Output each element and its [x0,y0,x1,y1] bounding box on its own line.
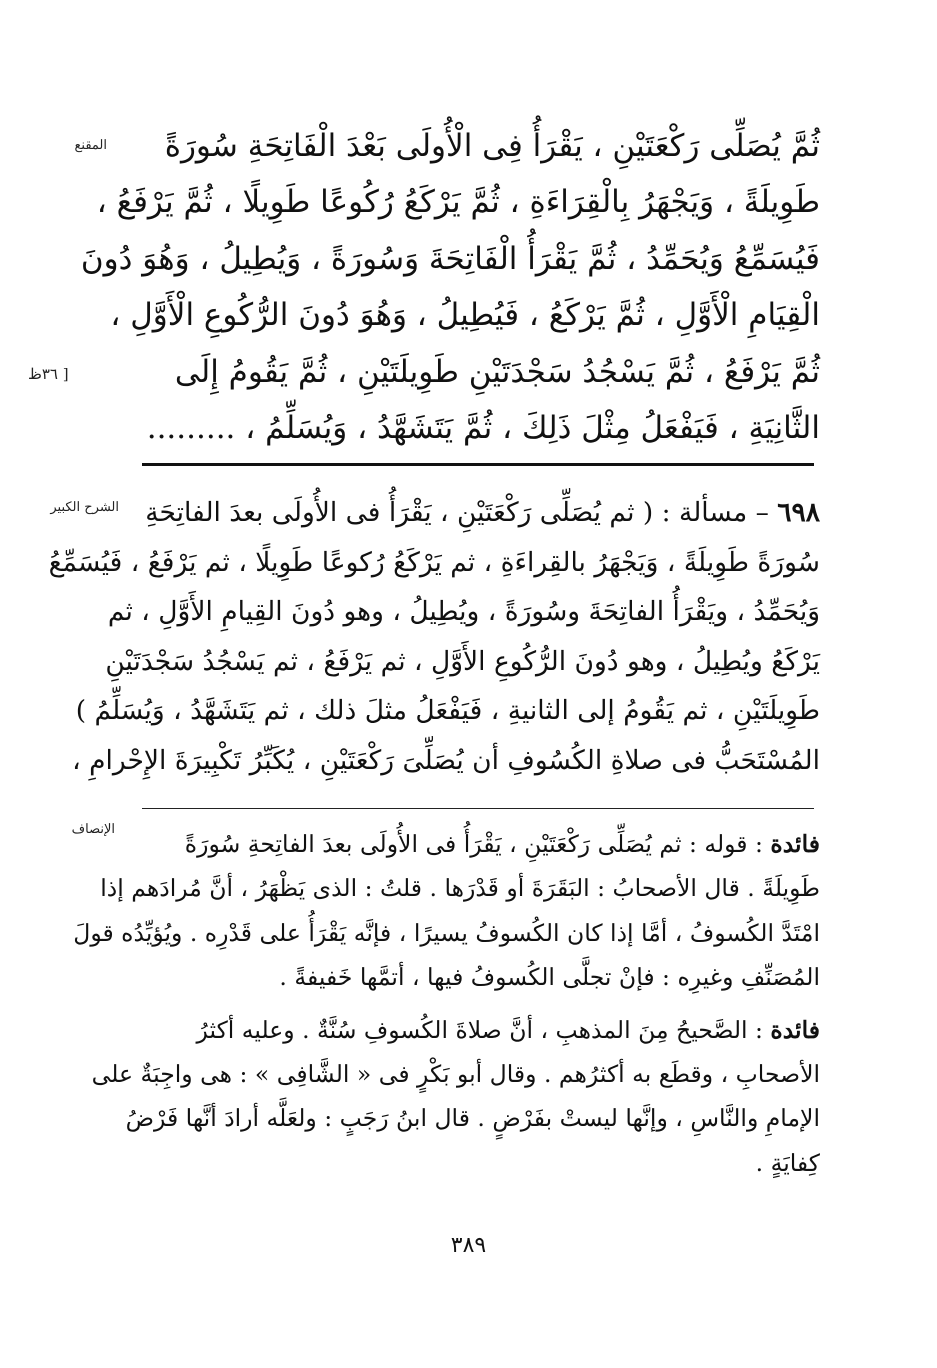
mughni-line: الثَّانِيَةِ ، فَيَفْعَلُ مِثْلَ ذَلِكَ ، ثُمَّ يَتَشَهَّدُ ، وَيُسَلِّمُ ، ......... [146,409,820,446]
mughni-line: ثُمَّ يَرْفَعُ ، ثُمَّ يَسْجُدُ سَجْدَتَيْنِ طَوِيلَتَيْنِ ، ثُمَّ يَقُومُ إِلَى [174,353,820,390]
sharh-line: سُورَةً طَوِيلَةً ، وَيَجْهَرُ بالقِراءَةِ ، ثم يَرْكَعُ رُكوعًا طَوِيلًا ، ثم يَرْفَعُ ، فَيُسَمِّعُ [48,546,820,578]
section-label-mughni: المقنع [74,138,107,153]
insaf-line: امْتَدَّ الكُسوفُ ، أمَّا إذا كان الكُسوفُ يسيرًا ، فإنَّه يَقْرَأُ على قَدْرِه . ويُؤيِّدُه قولَ [73,918,820,947]
folio-mark: [ ٣٦ظ [28,365,69,383]
sharh-line: يَرْكَعُ ويُطِيلُ ، وهو دُونَ الرُّكُوعِ الأَوَّلِ ، ثم يَرْفَعُ ، ثم يَسْجُدُ سَجْدَتَيْنِ [105,645,820,677]
section-divider-thick [142,463,814,466]
insaf-line: طَوِيلَةً . قال الأصحابُ : البَقَرَةَ أو قَدْرَها . قلتُ : الذى يَظْهَرُ ، أنَّ مُرادَهم إذا [100,874,820,903]
insaf-line: كِفايَةٍ . [755,1148,820,1177]
insaf-line-text: : الصَّحيحُ مِنَ المذهبِ ، أنَّ صلاةَ الكُسوفِ سُنَّةٌ . وعليه أكثرُ [196,1015,763,1044]
section-label-insaf: الإنصاف [71,822,115,837]
section-divider-thin [142,808,814,809]
issue-number: ٦٩٨ [777,497,820,528]
mughni-line: ثُمَّ يُصَلِّى رَكْعَتَيْنِ ، يَقْرَأُ فِى الْأُولَى بَعْدَ الْفَاتِحَةِ سُورَةً [164,128,820,164]
mughni-line: الْقِيَامِ الْأَوَّلِ ، ثُمَّ يَرْكَعُ ، فَيُطِيلُ ، وَهُوَ دُونَ الرُّكُوعِ الْأَوَّلِ ، [110,297,820,334]
sharh-line-text: – مسألة : ( ثم يُصَلِّى رَكْعَتَيْنِ ، يَقْرَأُ فى الأُولَى بعدَ الفاتِحَةِ [145,497,769,528]
sharh-line: المُسْتَحَبُّ فى صلاةِ الكُسُوفِ أن يُصَلِّىَ رَكْعَتَيْنِ ، يُكَبِّرُ تَكْبِيرَةَ الإِحْرامِ ، [72,744,820,776]
sharh-line: طَوِيلَتَيْنِ ، ثم يَقُومُ إلى الثانيةِ ، فَيَفْعَلُ مثلَ ذلك ، ثم يَتَشَهَّدُ ، وَيُسَلِّمُ ) [75,695,820,727]
section-label-sharh: الشرح الكبير [50,500,119,515]
faida-heading: فائدة [770,1015,820,1044]
insaf-line [140,1008,820,1052]
insaf-line-text: : قوله : ثم يُصَلِّى رَكْعَتَيْنِ ، يَقْرَأُ فى الأُولَى بعدَ الفاتِحةِ سُورَةً [184,830,763,858]
insaf-line [140,822,820,866]
insaf-line: المُصَنِّفِ وغيرِه : فإنْ تجلَّى الكُسوفُ فيها ، أتمَّها خَفيفةً . [279,963,820,992]
mughni-line: فَيُسَمِّعُ وَيُحَمِّدُ ، ثُمَّ يَقْرَأُ الْفَاتِحَةَ وَسُورَةً ، وَيُطِيلُ ، وَهُوَ دُونَ [80,240,820,277]
faida-heading: فائدة [770,830,820,858]
mughni-line: طَوِيلَةً ، وَيَجْهَرُ بِالْقِرَاءَةِ ، ثُمَّ يَرْكَعُ رُكُوعًا طَوِيلًا ، ثُمَّ يَرْفَعُ ، [96,184,820,221]
sharh-line: وَيُحَمِّدُ ، ويَقْرَأُ الفاتِحَةَ وسُورَةً ، ويُطِيلُ ، وهو دُونَ القِيامِ الأَوَّلِ ، ثم [107,596,820,628]
insaf-line: الإمامِ والنَّاسِ ، وإنَّها ليستْ بفَرْضٍ . قال ابنُ رَجَبٍ : ولعَلَّه أرادَ أنَّها فَرْضُ [125,1104,820,1133]
insaf-line: الأصحابِ ، وقطَع به أكثرُهم . وقال أبو بَكْرٍ فى « الشَّافِى » : هى واجِبَةٌ على [91,1059,820,1088]
page-number: ٣٨٩ [450,1233,487,1258]
sharh-line [140,488,820,538]
